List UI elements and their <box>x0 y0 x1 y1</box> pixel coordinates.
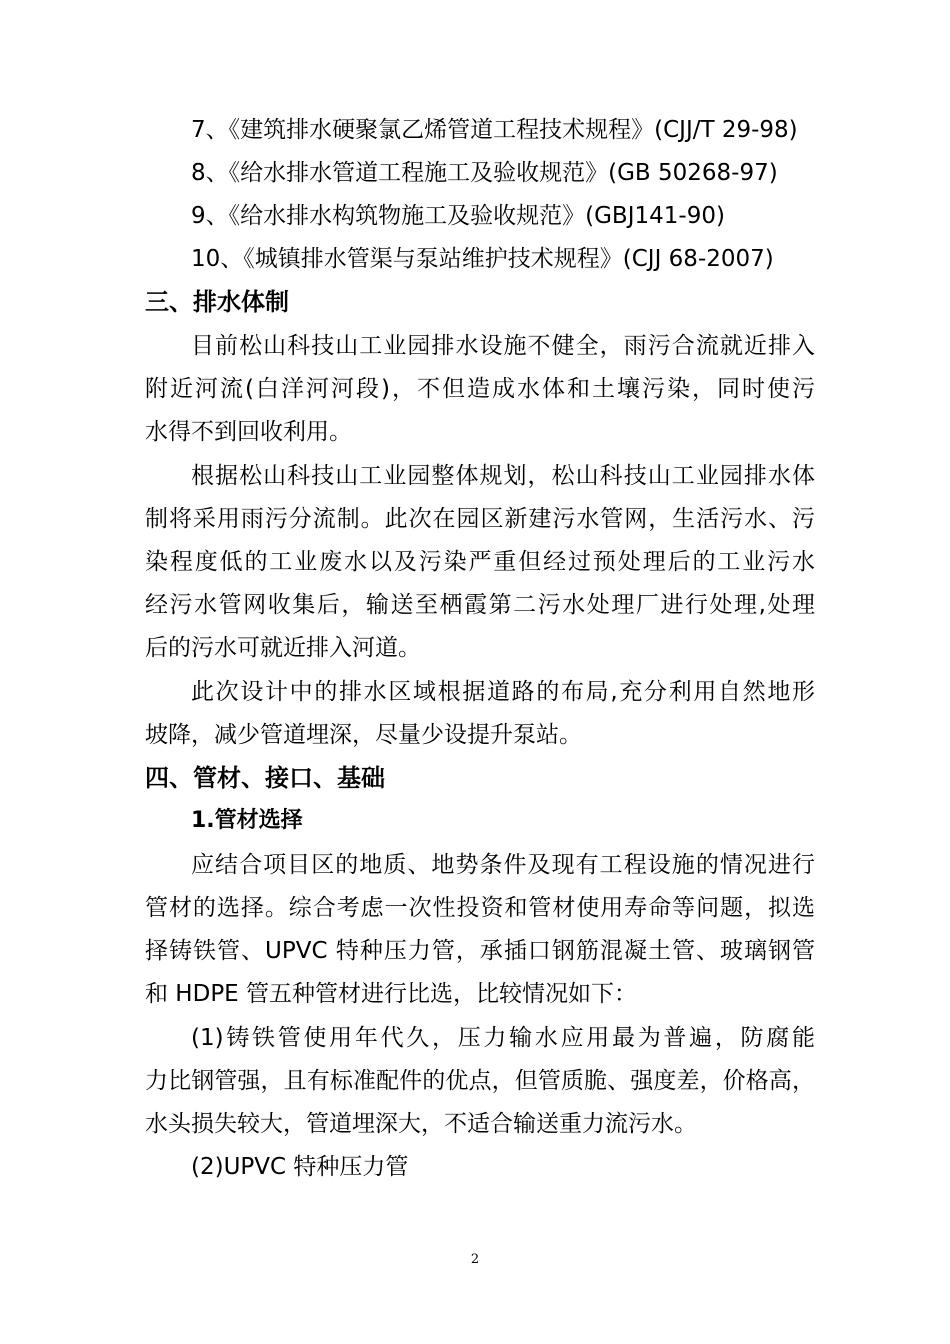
paragraph-line: 应结合项目区的地质、地势条件及现有工程设施的情况进行 <box>191 852 815 878</box>
subsection-heading-pipe-selection: 1.管材选择 <box>191 808 303 833</box>
page-number: 2 <box>470 1252 480 1267</box>
paragraph-line: 制将采用雨污分流制。此次在园区新建污水管网，生活污水、污 <box>145 506 815 532</box>
paragraph-line: 择铸铁管、UPVC 特种压力管，承插口钢筋混凝土管、玻璃钢管 <box>145 938 815 964</box>
paragraph-line: 水得不到回收利用。 <box>145 419 352 445</box>
section-heading-drainage-system: 三、排水体制 <box>145 288 289 316</box>
paragraph-line: 后的污水可就近排入河道。 <box>145 635 421 661</box>
paragraph-line: 此次设计中的排水区域根据道路的布局,充分利用自然地形 <box>191 679 815 705</box>
paragraph-line: 经污水管网收集后，输送至栖霞第二污水处理厂进行处理,处理 <box>145 592 815 618</box>
reference-item-7: 7、《建筑排水硬聚氯乙烯管道工程技术规程》(CJJ/T 29-98) <box>191 117 798 143</box>
paragraph-line: 管材的选择。综合考虑一次性投资和管材使用寿命等问题，拟选 <box>145 895 815 921</box>
paragraph-line: 附近河流(白洋河河段)，不但造成水体和土壤污染，同时使污 <box>145 376 815 402</box>
list-item-line: 力比钢管强，且有标准配件的优点，但管质脆、强度差，价格高， <box>145 1068 815 1094</box>
reference-item-10: 10、《城镇排水管渠与泵站维护技术规程》(CJJ 68-2007) <box>191 246 774 272</box>
paragraph-line: 坡降，减少管道埋深，尽量少设提升泵站。 <box>145 722 582 748</box>
list-item-line: (2)UPVC 特种压力管 <box>191 1154 409 1180</box>
list-item-line: (1)铸铁管使用年代久，压力输水应用最为普遍，防腐能 <box>191 1025 815 1051</box>
paragraph-line: 和 HDPE 管五种管材进行比选，比较情况如下： <box>145 981 638 1007</box>
paragraph-line: 目前松山科技山工业园排水设施不健全，雨污合流就近排入 <box>191 333 815 359</box>
list-item-line: 水头损失较大，管道埋深大，不适合输送重力流污水。 <box>145 1111 697 1137</box>
section-heading-pipe-materials: 四、管材、接口、基础 <box>145 764 385 792</box>
paragraph-line: 染程度低的工业废水以及污染严重但经过预处理后的工业污水 <box>145 549 815 575</box>
reference-item-9: 9、《给水排水构筑物施工及验收规范》(GBJ141-90) <box>191 203 725 229</box>
reference-item-8: 8、《给水排水管道工程施工及验收规范》(GB 50268-97) <box>191 160 778 186</box>
paragraph-line: 根据松山科技山工业园整体规划，松山科技山工业园排水体 <box>191 463 815 489</box>
